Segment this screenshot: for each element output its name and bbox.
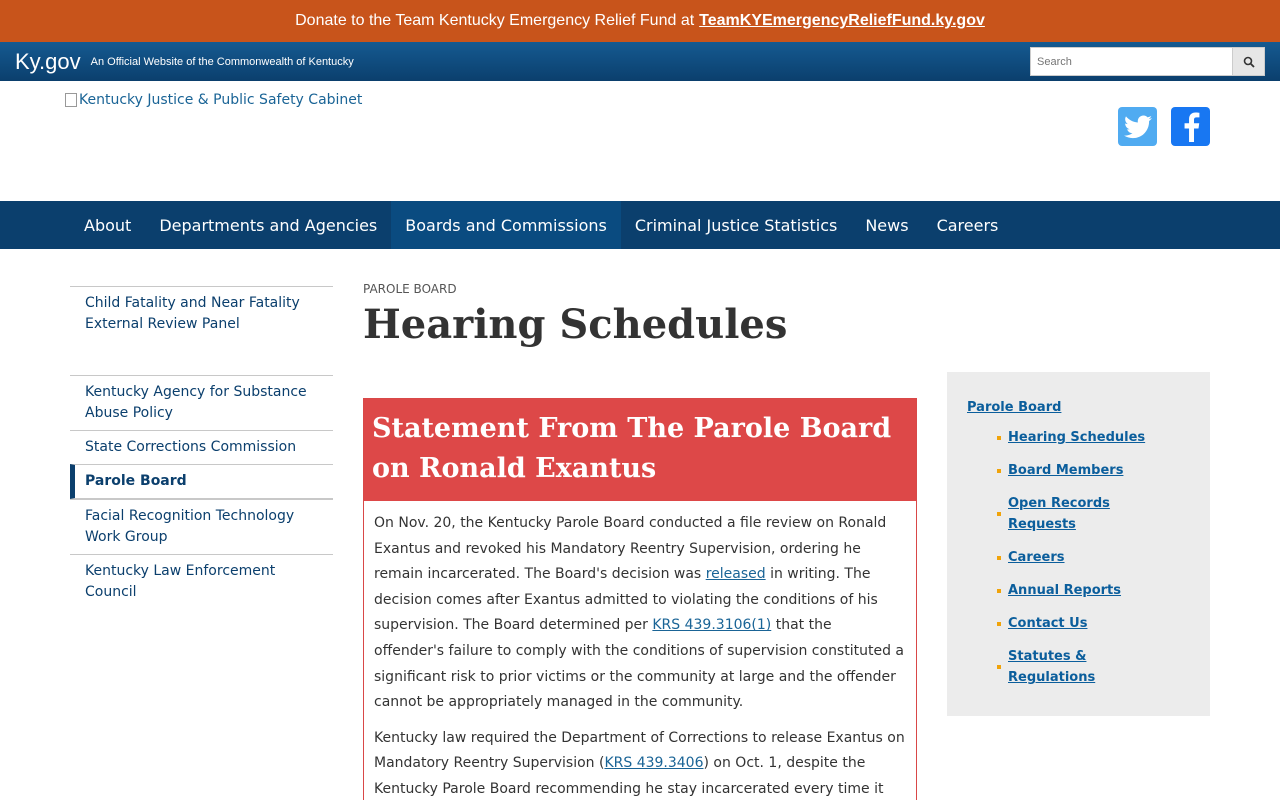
leftnav-item-state-corrections[interactable]: State Corrections Commission — [70, 430, 333, 464]
sidebar-item-statutes — [997, 646, 1190, 688]
breadcrumb[interactable]: PAROLE BOARD — [363, 282, 457, 296]
page-content — [0, 249, 1280, 800]
sidebar-item-board-members — [997, 460, 1190, 481]
statement-card — [363, 398, 917, 800]
sidebar-link[interactable]: Open Records Requests — [1008, 496, 1110, 532]
main-nav — [0, 201, 1280, 249]
released-link[interactable]: released — [705, 566, 766, 583]
nav-about[interactable]: About — [84, 215, 132, 235]
search-icon — [1243, 56, 1255, 68]
nav-boards[interactable]: Boards and Commissions — [391, 201, 621, 249]
banner-text: Donate to the Team Kentucky Emergency Relief Fund at — [295, 12, 695, 29]
sidebar-link[interactable]: Careers — [1008, 550, 1065, 565]
kygov-tagline: An Official Website of the Commonwealth of Kentucky — [90, 55, 354, 68]
bullet-icon — [997, 469, 1001, 473]
statement-heading: Statement From The Parole Board on Ronald Exantus — [364, 399, 916, 501]
text-span: On Nov. 20, the Kentucky Parole Board conducted a file review on Ronald Exantus and revoked his Mandatory Reentry Supervision, ordering he remain incarcerated. The Board's decision was — [374, 515, 887, 583]
kygov-logo[interactable]: Ky.gov — [15, 48, 81, 74]
sidebar-item-careers — [997, 547, 1190, 568]
nav-departments[interactable]: Departments and Agencies — [159, 215, 378, 235]
bullet-icon — [997, 556, 1001, 560]
nav-news[interactable]: News — [865, 215, 909, 235]
leftnav-item-kasap[interactable]: Kentucky Agency for Substance Abuse Policy — [70, 375, 333, 430]
sidebar-list — [967, 427, 1190, 688]
sidebar-head-parole-board[interactable]: Parole Board — [967, 400, 1062, 415]
nav-statistics[interactable]: Criminal Justice Statistics — [634, 215, 838, 235]
site-logo-alt: Kentucky Justice & Public Safety Cabinet — [79, 92, 363, 108]
main-header — [363, 282, 917, 348]
site-logo[interactable] — [65, 92, 362, 108]
text-span: in writing. The decision comes after Exantus admitted to violating the conditions of his supervision. The Board determined per — [374, 566, 878, 634]
statement-paragraph — [374, 726, 906, 800]
broken-image-icon — [65, 93, 77, 107]
sidebar-item-hearing-schedules — [997, 427, 1190, 448]
sidebar-link[interactable]: Hearing Schedules — [1008, 430, 1146, 445]
kygov-bar — [0, 42, 1280, 81]
bullet-icon — [997, 622, 1001, 626]
facebook-icon[interactable] — [1171, 107, 1210, 146]
sidebar-item-contact-us — [997, 613, 1190, 634]
leftnav-item-facial-recognition[interactable]: Facial Recognition Technology Work Group — [70, 499, 333, 554]
bullet-icon — [997, 436, 1001, 440]
text-span: ) on Oct. 1, despite the Kentucky Parole Board recommending he stay incarcerated every time it — [374, 755, 884, 797]
site-header — [0, 81, 1280, 201]
krs-439-3106-link[interactable]: KRS 439.3106(1) — [652, 617, 772, 634]
left-nav — [70, 286, 333, 609]
nav-careers[interactable]: Careers — [936, 215, 999, 235]
social-links — [1118, 107, 1210, 146]
twitter-icon[interactable] — [1118, 107, 1157, 146]
krs-439-3406-link[interactable]: KRS 439.3406 — [604, 755, 704, 772]
sidebar-link[interactable]: Annual Reports — [1008, 583, 1122, 598]
text-span: Kentucky law required the Department of Corrections to release Exantus on Mandatory Reentry Supervision ( — [374, 729, 905, 772]
sidebar-link[interactable]: Contact Us — [1008, 616, 1088, 631]
search-button[interactable] — [1233, 47, 1265, 76]
statement-body — [364, 501, 916, 800]
search-form — [1030, 47, 1265, 76]
bullet-icon — [997, 512, 1001, 516]
bullet-icon — [997, 665, 1001, 669]
leftnav-item-law-enforcement[interactable]: Kentucky Law Enforcement Council — [70, 554, 333, 609]
leftnav-item-parole-board[interactable]: Parole Board — [70, 464, 333, 499]
donation-link[interactable]: TeamKYEmergencyReliefFund.ky.gov — [699, 12, 985, 29]
sidebar-link[interactable]: Board Members — [1008, 463, 1124, 478]
sidebar-link[interactable]: Statutes & Regulations — [1008, 649, 1096, 685]
sidebar-item-open-records — [997, 493, 1190, 535]
donation-banner — [0, 0, 1280, 42]
search-input[interactable] — [1030, 47, 1233, 76]
sidebar-item-annual-reports — [997, 580, 1190, 601]
statement-paragraph — [374, 511, 906, 716]
bullet-icon — [997, 589, 1001, 593]
text-span: that the offender's failure to comply with the conditions of supervision constituted a significant risk to prior victims or the community at large and the offender cannot be appropriately managed in the community. — [374, 617, 904, 711]
leftnav-item-child-fatality[interactable]: Child Fatality and Near Fatality External Review Panel — [70, 286, 333, 356]
parole-board-sidebar — [947, 372, 1210, 716]
page-title: Hearing Schedules — [363, 301, 788, 348]
